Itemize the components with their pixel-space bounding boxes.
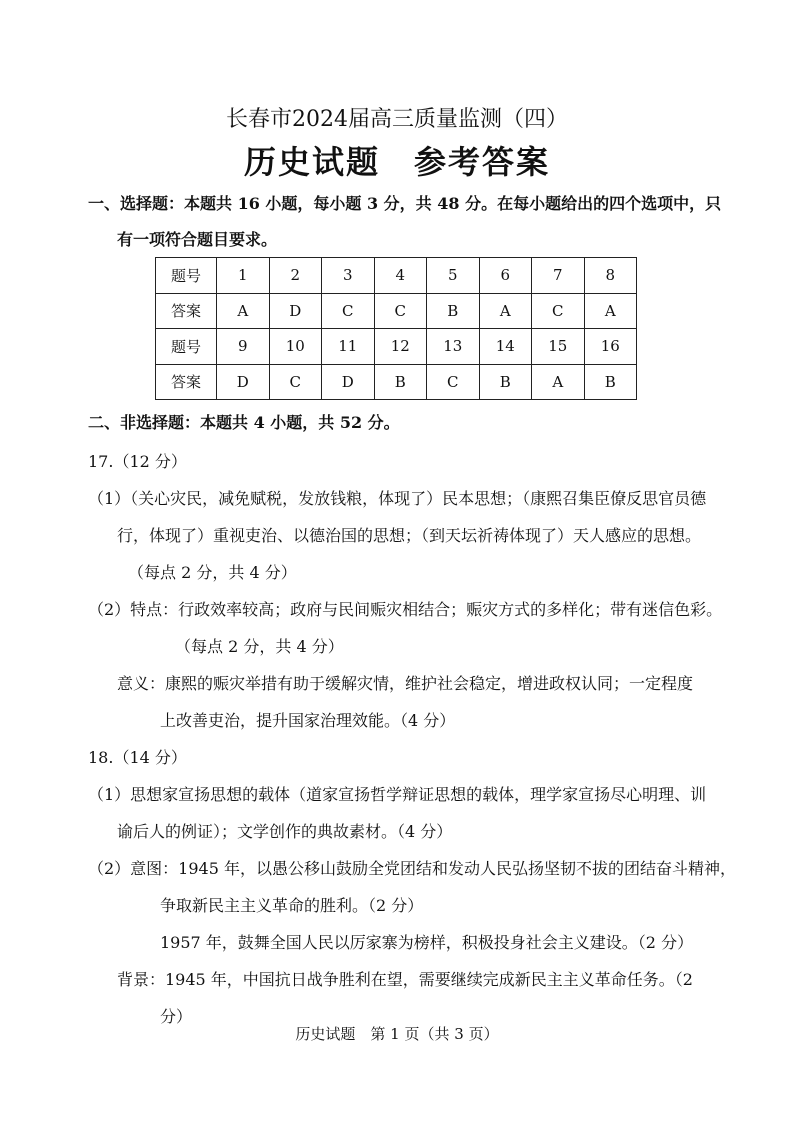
answer-cell: 6: [479, 258, 532, 294]
answer-cell: 16: [584, 329, 637, 365]
q17-line: （每点 2 分，共 4 分）: [128, 563, 297, 582]
section2-heading: 二、非选择题：本题共 4 小题，共 52 分。: [88, 413, 400, 432]
answer-cell: 2: [269, 258, 322, 294]
table-row: [156, 329, 637, 365]
answer-table: [155, 257, 637, 400]
q17-line: 意义：康熙的赈灾举措有助于缓解灾情，维护社会稳定，增进政权认同；一定程度: [117, 674, 694, 693]
table-row: [156, 364, 637, 400]
answer-cell: 4: [374, 258, 427, 294]
answer-cell: B: [479, 364, 532, 400]
table-row: [156, 258, 637, 294]
q18-line: 背景：1945 年，中国抗日战争胜利在望，需要继续完成新民主主义革命任务。（2: [117, 970, 693, 989]
q18-heading: 18.（14 分）: [88, 748, 187, 767]
answer-cell: 1: [217, 258, 270, 294]
answer-cell: C: [532, 293, 585, 329]
q17-line: 上改善吏治，提升国家治理效能。（4 分）: [160, 711, 456, 730]
q18-line: 分）: [160, 1007, 193, 1026]
exam-title: 长春市2024届高三质量监测（四）: [226, 107, 568, 132]
q17-line: （2）特点：行政效率较高；政府与民间赈灾相结合；赈灾方式的多样化；带有迷信色彩。: [88, 600, 723, 619]
answer-cell: 3: [322, 258, 375, 294]
answer-cell: 8: [584, 258, 637, 294]
table-row: [156, 293, 637, 329]
page-footer: 历史试题 第 1 页（共 3 页）: [295, 1025, 499, 1043]
answer-cell: 5: [427, 258, 480, 294]
q18-line: （1）思想家宣扬思想的载体（道家宣扬哲学辩证思想的载体，理学家宣扬尽心明理、训: [88, 785, 707, 804]
answer-cell: 11: [322, 329, 375, 365]
q18-line: （2）意图：1945 年，以愚公移山鼓励全党团结和发动人民弘扬坚韧不拔的团结奋斗精神，: [88, 859, 736, 878]
answer-cell: 14: [479, 329, 532, 365]
answer-cell: 10: [269, 329, 322, 365]
section1-heading: 一、选择题：本题共 16 小题，每小题 3 分，共 48 分。在每小题给出的四个选项中，只: [88, 194, 722, 213]
q17-line: （每点 2 分，共 4 分）: [175, 637, 344, 656]
q18-line: 争取新民主主义革命的胜利。（2 分）: [160, 896, 424, 915]
answer-cell: A: [584, 293, 637, 329]
answer-cell: C: [269, 364, 322, 400]
row-label-cell: 答案: [156, 293, 217, 329]
answer-cell: B: [427, 293, 480, 329]
answer-cell: A: [217, 293, 270, 329]
exam-subtitle: 历史试题 参考答案: [243, 143, 550, 181]
answer-cell: 13: [427, 329, 480, 365]
answer-cell: C: [427, 364, 480, 400]
answer-cell: D: [269, 293, 322, 329]
answer-cell: 12: [374, 329, 427, 365]
answer-cell: A: [479, 293, 532, 329]
answer-cell: B: [584, 364, 637, 400]
q18-line: 谕后人的例证）；文学创作的典故素材。（4 分）: [117, 822, 453, 841]
answer-cell: B: [374, 364, 427, 400]
q17-line: 行，体现了）重视吏治、以德治国的思想；（到天坛祈祷体现了）天人感应的思想。: [117, 526, 702, 545]
answer-cell: A: [532, 364, 585, 400]
answer-cell: C: [322, 293, 375, 329]
answer-cell: D: [217, 364, 270, 400]
row-label-cell: 答案: [156, 364, 217, 400]
row-label-cell: 题号: [156, 329, 217, 365]
answer-cell: 7: [532, 258, 585, 294]
answer-cell: 9: [217, 329, 270, 365]
q17-line: （1）（关心灾民，减免赋税，发放钱粮，体现了）民本思想；（康熙召集臣僚反思官员德: [88, 489, 707, 508]
q18-line: 1957 年，鼓舞全国人民以厉家寨为榜样，积极投身社会主义建设。（2 分）: [160, 933, 694, 952]
row-label-cell: 题号: [156, 258, 217, 294]
answer-cell: C: [374, 293, 427, 329]
section1-heading-cont: 有一项符合题目要求。: [117, 230, 278, 249]
answer-cell: D: [322, 364, 375, 400]
answer-cell: 15: [532, 329, 585, 365]
q17-heading: 17.（12 分）: [88, 452, 187, 471]
